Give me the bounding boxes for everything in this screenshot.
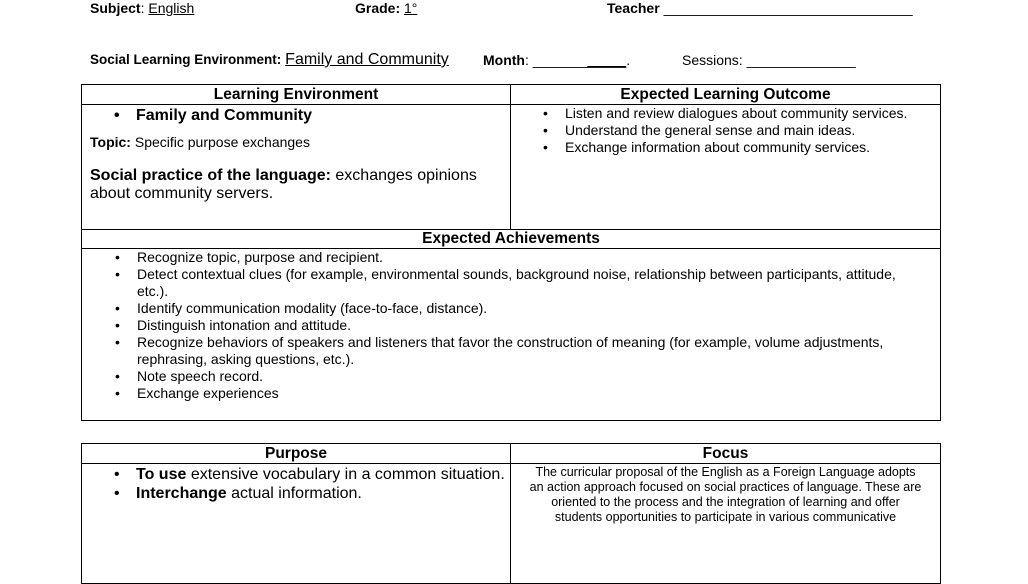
purpose-header: Purpose xyxy=(82,444,511,464)
purpose-focus-table xyxy=(81,443,941,584)
achievement-item xyxy=(137,334,940,368)
focus-line: oriented to the process and the integration of learning and offer xyxy=(551,495,900,509)
focus-header: Focus xyxy=(511,444,941,464)
achievement-text: Detect contextual clues (for example, environmental sounds, background noise, relationship between participants, attitude, xyxy=(137,266,896,282)
sle-value: Family and Community xyxy=(285,51,449,68)
purpose-item xyxy=(136,484,510,503)
purpose-item-bold: To use xyxy=(136,466,187,483)
achievement-item xyxy=(137,266,940,300)
grade-value: 1° xyxy=(404,0,418,16)
subject-field: Subject: English xyxy=(90,0,195,16)
achievement-item: • Exchange experiences xyxy=(137,385,940,402)
expected-outcome-header: Expected Learning Outcome xyxy=(511,85,941,105)
focus-line: an action approach focused on social practices of language. These are xyxy=(529,480,922,494)
purpose-item xyxy=(136,465,510,484)
grade-label: Grade: xyxy=(355,0,401,16)
grade-field xyxy=(355,0,417,16)
achievement-item: • Distinguish intonation and attitude. xyxy=(137,317,940,334)
learning-environment-header: Learning Environment xyxy=(82,85,511,105)
achievements-cell xyxy=(82,249,941,421)
month-field xyxy=(483,52,630,68)
expected-achievements-header: Expected Achievements xyxy=(82,230,941,249)
sessions-label: Sessions: xyxy=(682,52,743,68)
month-line: : _______ xyxy=(524,52,588,68)
subject-value: English xyxy=(148,0,195,16)
outcome-item: • Understand the general sense and main ideas. xyxy=(565,122,940,139)
achievement-text-cont: etc.). xyxy=(137,283,169,299)
outcome-item: • Exchange information about community services. xyxy=(565,139,940,156)
practice-value: exchanges opinions xyxy=(330,167,477,184)
environment-item: • Family and Community xyxy=(136,106,510,125)
practice-label: Social practice of the language: xyxy=(90,167,331,184)
achievement-item: • Recognize topic, purpose and recipient. xyxy=(137,249,940,266)
expected-outcome-cell xyxy=(511,105,941,230)
learning-table xyxy=(81,84,941,421)
social-learning-environment-field xyxy=(90,51,449,69)
subject-label: Subject xyxy=(90,0,141,16)
topic-label: Topic: xyxy=(90,134,131,150)
month-line-2: _____ xyxy=(587,52,627,68)
month-label: Month xyxy=(483,52,525,68)
achievement-text-cont: rephrasing, asking questions, etc.). xyxy=(137,351,355,367)
focus-line: The curricular proposal of the English as a Foreign Language adopts xyxy=(535,465,916,479)
month-dot: . xyxy=(626,52,631,68)
sessions-line: ______________ xyxy=(742,52,856,68)
topic-line xyxy=(90,134,510,151)
purpose-cell xyxy=(82,464,511,584)
achievement-item: • Note speech record. xyxy=(137,368,940,385)
sessions-field xyxy=(682,52,856,68)
focus-line: students opportunities to participate in various communicative xyxy=(554,510,897,524)
topic-value: Specific purpose exchanges xyxy=(130,134,310,150)
purpose-item-rest: actual information. xyxy=(226,485,362,502)
achievement-item: • Identify communication modality (face-to-face, distance). xyxy=(137,300,940,317)
learning-environment-cell xyxy=(82,105,511,230)
purpose-item-bold: Interchange xyxy=(136,485,227,502)
teacher-line: ________________________________ xyxy=(663,0,913,16)
practice-value-2: about community servers. xyxy=(90,185,274,202)
teacher-label: Teacher xyxy=(607,0,660,16)
achievement-text: Recognize behaviors of speakers and listeners that favor the construction of meaning (for example, volume adjustments, xyxy=(137,334,884,350)
teacher-field xyxy=(607,0,913,16)
social-practice xyxy=(90,167,510,203)
sle-label: Social Learning Environment: xyxy=(90,52,282,67)
focus-cell xyxy=(511,464,941,584)
purpose-item-rest: extensive vocabulary in a common situation. xyxy=(186,466,505,483)
outcome-item: • Listen and review dialogues about community services. xyxy=(565,105,940,122)
focus-text xyxy=(511,465,940,525)
